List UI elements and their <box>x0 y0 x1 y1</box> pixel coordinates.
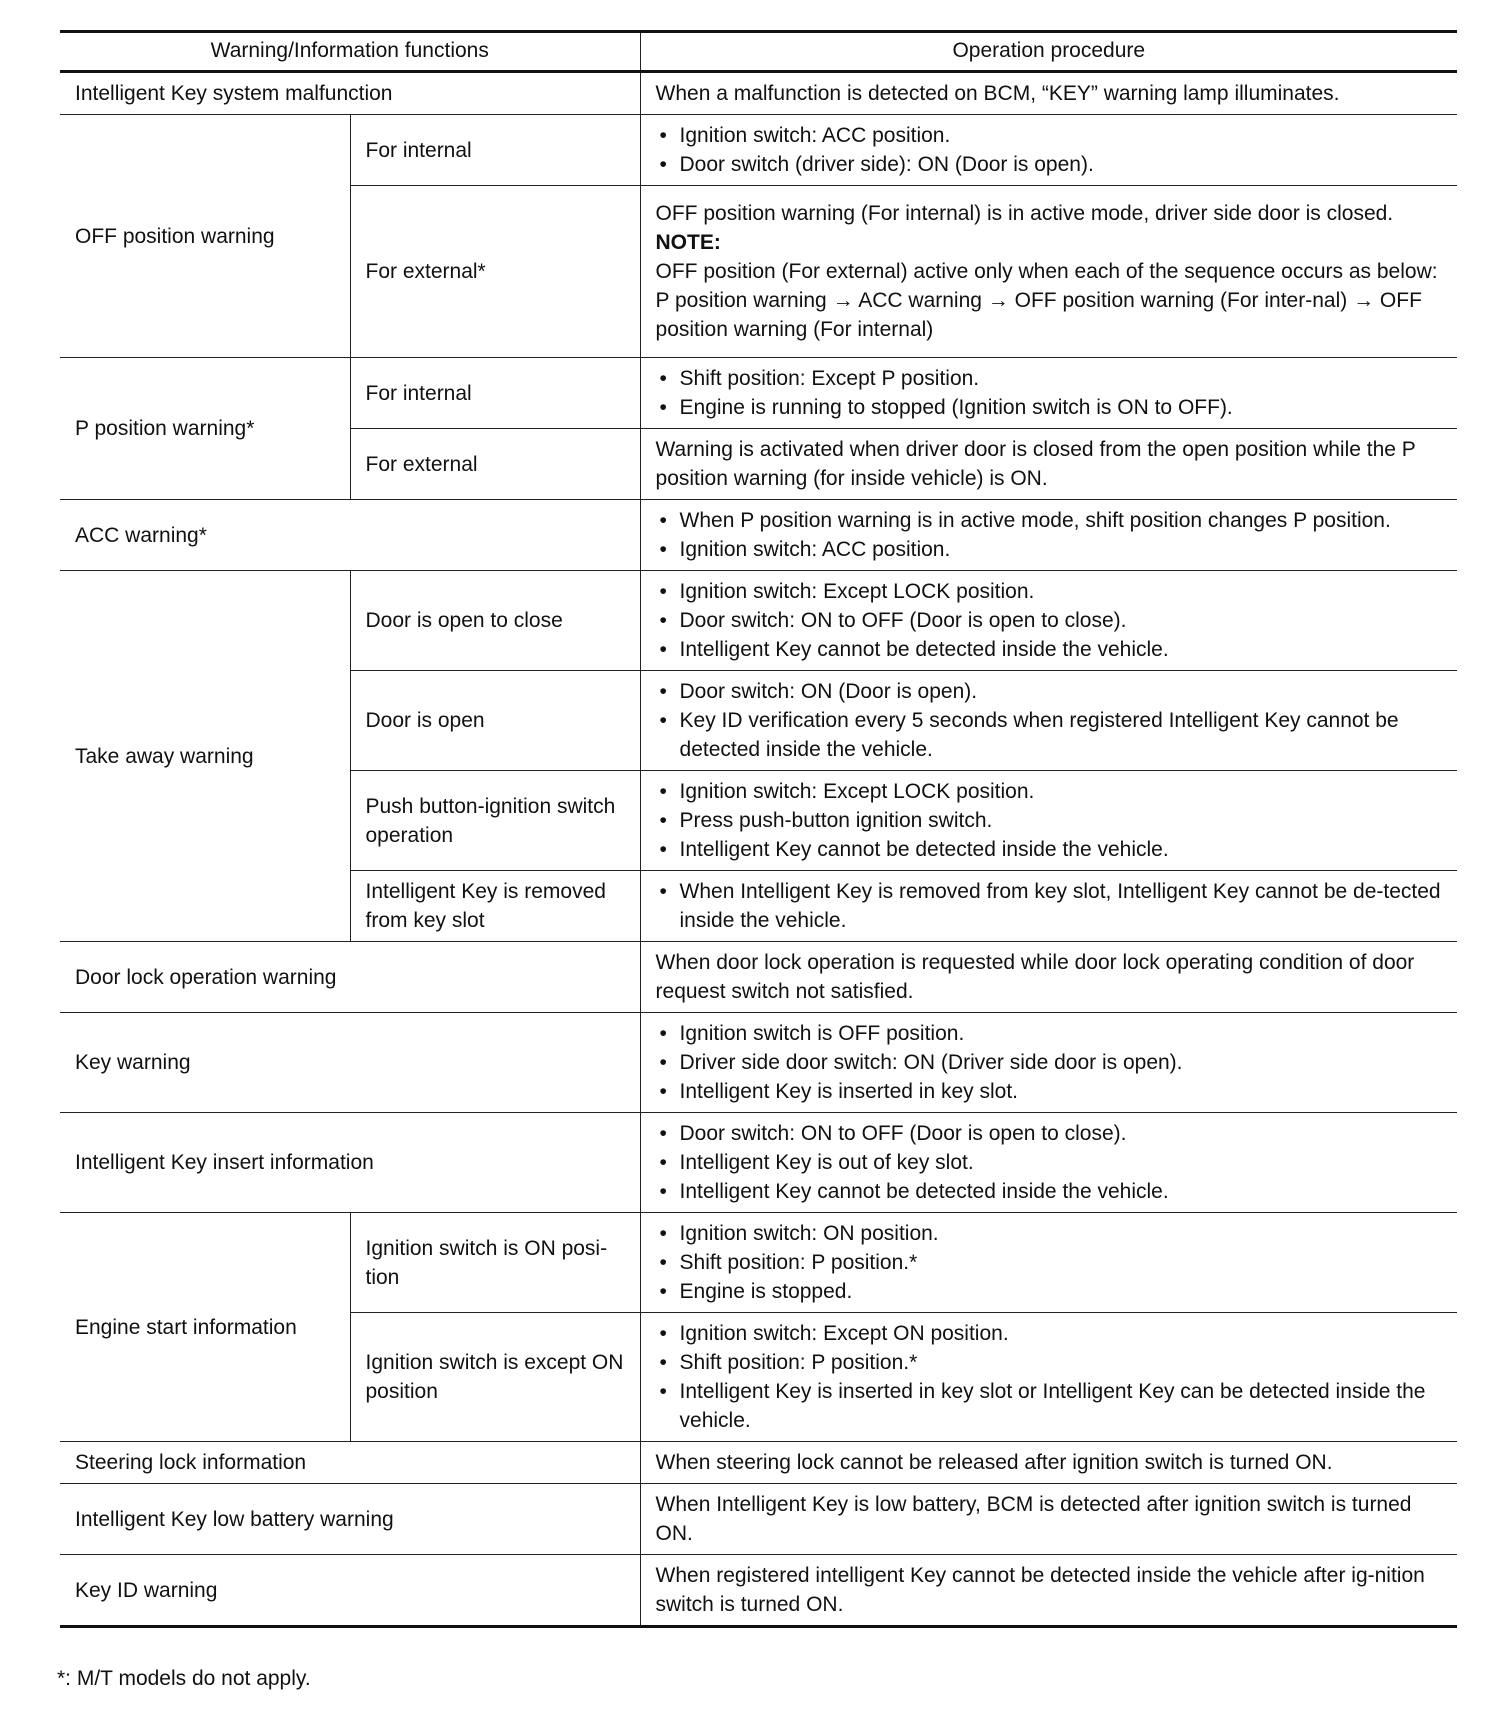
table-row <box>60 571 1457 671</box>
sub-function-cell: Push button-ignition switch operation <box>350 771 640 871</box>
function-cell: P position warning* <box>60 358 350 500</box>
note-text: OFF position (For external) active only when each of the sequence occurs as below: P position warning → ACC warning → OFF position warning (For inter-nal) → OFF position warning (For internal) <box>655 260 1438 341</box>
function-cell: Steering lock information <box>60 1442 640 1484</box>
table-row <box>60 1113 1457 1213</box>
function-cell: Door lock operation warning <box>60 942 640 1013</box>
procedure-cell <box>640 871 1457 942</box>
table-row <box>60 1555 1457 1627</box>
procedure-cell <box>640 1113 1457 1213</box>
procedure-list <box>656 1219 1444 1306</box>
table-row <box>60 115 1457 186</box>
list-item: • Ignition switch: Except LOCK position. <box>656 577 1444 606</box>
procedure-list <box>656 506 1444 564</box>
procedure-cell: When registered intelligent Key cannot be detected inside the vehicle after ig-nition switch is turned ON. <box>640 1555 1457 1627</box>
procedure-list <box>656 877 1444 935</box>
function-cell: OFF position warning <box>60 115 350 358</box>
procedure-cell: When steering lock cannot be released after ignition switch is turned ON. <box>640 1442 1457 1484</box>
list-item: • Intelligent Key cannot be detected inside the vehicle. <box>656 635 1444 664</box>
list-item: • Door switch (driver side): ON (Door is open). <box>656 150 1444 179</box>
function-cell: Take away warning <box>60 571 350 942</box>
list-item: • Ignition switch: ACC position. <box>656 121 1444 150</box>
procedure-cell <box>640 500 1457 571</box>
list-item: • Ignition switch: ACC position. <box>656 535 1444 564</box>
procedure-cell <box>640 186 1457 358</box>
list-item: • When P position warning is in active mode, shift position changes P position. <box>656 506 1444 535</box>
table-row <box>60 942 1457 1013</box>
procedure-cell <box>640 358 1457 429</box>
procedure-list <box>656 577 1444 664</box>
function-cell: Key ID warning <box>60 1555 640 1627</box>
function-cell: Intelligent Key system malfunction <box>60 72 640 115</box>
sub-function-cell: Ignition switch is except ON position <box>350 1313 640 1442</box>
list-item: • Intelligent Key is out of key slot. <box>656 1148 1444 1177</box>
list-item: • Door switch: ON to OFF (Door is open to close). <box>656 606 1444 635</box>
procedure-cell <box>640 115 1457 186</box>
procedure-list <box>656 777 1444 864</box>
list-item: • Door switch: ON (Door is open). <box>656 677 1444 706</box>
list-item: • Shift position: P position.* <box>656 1348 1444 1377</box>
procedure-cell <box>640 571 1457 671</box>
sub-function-cell: For external* <box>350 186 640 358</box>
list-item: • Shift position: P position.* <box>656 1248 1444 1277</box>
list-item: • Driver side door switch: ON (Driver side door is open). <box>656 1048 1444 1077</box>
header-warning-functions: Warning/Information functions <box>60 32 640 72</box>
function-cell: Engine start information <box>60 1213 350 1442</box>
table-row <box>60 358 1457 429</box>
sub-function-cell: Door is open to close <box>350 571 640 671</box>
procedure-list <box>656 677 1444 764</box>
procedure-list <box>656 121 1444 179</box>
procedure-cell: When Intelligent Key is low battery, BCM is detected after ignition switch is turned ON. <box>640 1484 1457 1555</box>
list-item: • Engine is stopped. <box>656 1277 1444 1306</box>
list-item: • Engine is running to stopped (Ignition switch is ON to OFF). <box>656 393 1444 422</box>
sub-function-cell: Door is open <box>350 671 640 771</box>
list-item: • Intelligent Key is inserted in key slot. <box>656 1077 1444 1106</box>
procedure-cell: When a malfunction is detected on BCM, “KEY” warning lamp illuminates. <box>640 72 1457 115</box>
procedure-cell: Warning is activated when driver door is closed from the open position while the P position warning (for inside vehicle) is ON. <box>640 429 1457 500</box>
procedure-cell <box>640 671 1457 771</box>
table-row <box>60 1484 1457 1555</box>
function-cell: ACC warning* <box>60 500 640 571</box>
list-item: • Intelligent Key cannot be detected inside the vehicle. <box>656 835 1444 864</box>
sub-function-cell: Intelligent Key is removed from key slot <box>350 871 640 942</box>
list-item: • Ignition switch: Except LOCK position. <box>656 777 1444 806</box>
table-row <box>60 72 1457 115</box>
procedure-cell <box>640 1013 1457 1113</box>
sub-function-cell: Ignition switch is ON posi-tion <box>350 1213 640 1313</box>
procedure-list <box>656 1119 1444 1206</box>
sub-function-cell: For internal <box>350 358 640 429</box>
list-item: • Press push-button ignition switch. <box>656 806 1444 835</box>
function-cell: Intelligent Key low battery warning <box>60 1484 640 1555</box>
procedure-cell <box>640 1313 1457 1442</box>
table-row <box>60 1442 1457 1484</box>
procedure-list <box>656 1319 1444 1435</box>
function-cell: Key warning <box>60 1013 640 1113</box>
footnote: *: M/T models do not apply. <box>57 1667 311 1690</box>
header-operation-procedure: Operation procedure <box>640 32 1457 72</box>
sub-function-cell: For external <box>350 429 640 500</box>
table-row <box>60 500 1457 571</box>
function-cell: Intelligent Key insert information <box>60 1113 640 1213</box>
list-item: • Door switch: ON to OFF (Door is open to close). <box>656 1119 1444 1148</box>
procedure-list <box>656 1019 1444 1106</box>
procedure-text: OFF position warning (For internal) is in active mode, driver side door is closed. <box>655 202 1394 225</box>
procedure-cell <box>640 771 1457 871</box>
sub-function-cell: For internal <box>350 115 640 186</box>
warning-functions-table <box>60 30 1457 1628</box>
list-item: • When Intelligent Key is removed from key slot, Intelligent Key cannot be de-tected inside the vehicle. <box>656 877 1444 935</box>
procedure-list <box>656 364 1444 422</box>
table-row <box>60 1013 1457 1113</box>
table-row <box>60 1213 1457 1313</box>
table-header-row <box>60 32 1457 72</box>
list-item: • Key ID verification every 5 seconds when registered Intelligent Key cannot be detected inside the vehicle. <box>656 706 1444 764</box>
list-item: • Shift position: Except P position. <box>656 364 1444 393</box>
list-item: • Ignition switch is OFF position. <box>656 1019 1444 1048</box>
procedure-cell: When door lock operation is requested while door lock operating condition of door request switch not satisfied. <box>640 942 1457 1013</box>
list-item: • Intelligent Key cannot be detected inside the vehicle. <box>656 1177 1444 1206</box>
list-item: • Ignition switch: Except ON position. <box>656 1319 1444 1348</box>
list-item: • Intelligent Key is inserted in key slot or Intelligent Key can be detected inside the vehicle. <box>656 1377 1444 1435</box>
note-label: NOTE: <box>655 231 721 254</box>
list-item: • Ignition switch: ON position. <box>656 1219 1444 1248</box>
procedure-cell <box>640 1213 1457 1313</box>
